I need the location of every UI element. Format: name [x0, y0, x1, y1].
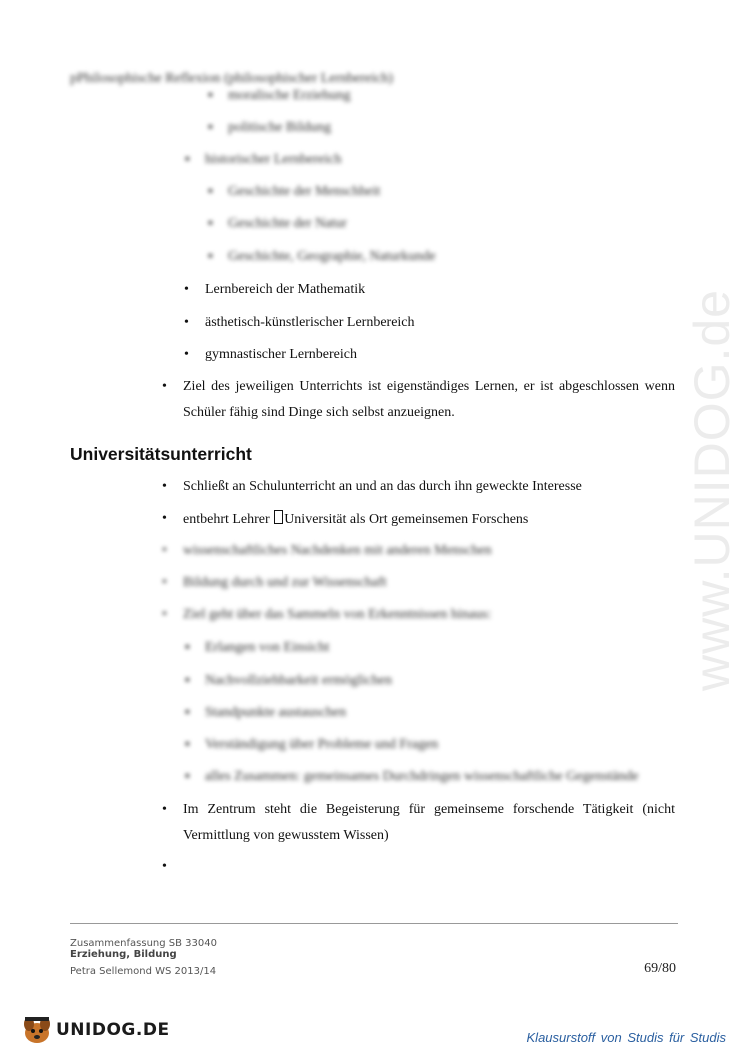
list-item: historischer Lernbereich: [205, 152, 342, 167]
list-item: Standpunkte austauschen: [205, 705, 347, 720]
list-item: Verständigung über Probleme und Fragen: [205, 737, 439, 752]
footer-divider: [70, 923, 678, 924]
center-paragraph: Im Zentrum steht die Begeisterung für gemeinseme forschende Tätigkeit (nicht Vermittlung von gewusstem Wissen): [183, 802, 675, 843]
watermark: www.UNIDOG.de: [684, 289, 740, 691]
list-item-text: Universität als Ort gemeinsemen Forschens: [284, 512, 529, 527]
bullet: •: [184, 347, 189, 362]
bullet: •: [162, 379, 167, 394]
list-item: Schließt an Schulunterricht an und an das durch ihn geweckte Interesse: [183, 479, 582, 494]
bullet: •: [184, 315, 189, 330]
unidog-logo: [20, 1010, 170, 1050]
missing-glyph-icon: [274, 510, 283, 524]
footer-topic: Erziehung, Bildung: [70, 949, 177, 960]
list-item: Lernbereich der Mathematik: [205, 282, 366, 297]
bullet: •: [162, 802, 167, 817]
list-item: Ziel geht über das Sammeln von Erkenntnissen hinaus:: [183, 607, 492, 622]
bullet: ▪: [185, 673, 190, 688]
bullet: ▪: [208, 120, 213, 135]
tagline: Klausurstoff von Studis für Studis: [526, 1030, 726, 1045]
bullet: ▪: [208, 216, 213, 231]
bullet: ▪: [208, 88, 213, 103]
bullet: •: [184, 282, 189, 297]
list-item: Geschichte der Menschheit: [228, 184, 381, 199]
bullet: •: [162, 859, 167, 874]
footer-author: Petra Sellemond WS 2013/14: [70, 966, 217, 977]
bullet: •: [162, 607, 167, 622]
footer-course: Zusammenfassung SB 33040: [70, 938, 217, 949]
intro-line: pPhilosophische Reflexion (philosophischer Lernbereich): [70, 71, 394, 86]
list-item: ästhetisch-künstlerischer Lernbereich: [205, 315, 415, 330]
list-item: moralische Erziehung: [228, 88, 351, 103]
list-item: politische Bildung: [228, 120, 332, 135]
bullet: •: [162, 543, 167, 558]
bullet: ▪: [185, 769, 190, 784]
dog-icon: [20, 1013, 54, 1047]
bullet: •: [162, 479, 167, 494]
list-item: wissenschaftliches Nachdenken mit anderen Menschen: [183, 543, 492, 558]
bullet: •: [162, 575, 167, 590]
list-item: Geschichte der Natur: [228, 216, 347, 231]
list-item: Nachvollziehbarkeit ermöglichen: [205, 673, 392, 688]
logo-text: UNIDOG.DE: [56, 1020, 170, 1040]
bullet: ▪: [185, 737, 190, 752]
list-item-text: entbehrt Lehrer: [183, 512, 270, 527]
bullet: ▪: [185, 705, 190, 720]
list-item: [183, 510, 528, 529]
goal-paragraph: Ziel des jeweiligen Unterrichts ist eigenständiges Lernen, er ist abgeschlossen wenn Schüler fähig sind Dinge sich selbst anzueignen.: [183, 379, 675, 420]
list-item: Bildung durch und zur Wissenschaft: [183, 575, 387, 590]
bullet: ▪: [185, 152, 190, 167]
list-item: alles Zusammen: gemeinsames Durchdringen wissenschaftliche Gegenstände: [205, 769, 639, 784]
page-number: 69/80: [644, 961, 676, 976]
bullet: ▪: [208, 184, 213, 199]
list-item: Geschichte, Geographie, Naturkunde: [228, 249, 436, 264]
list-item: Erlangen von Einsicht: [205, 640, 330, 655]
list-item: gymnastischer Lernbereich: [205, 347, 357, 362]
bullet: ▪: [185, 640, 190, 655]
bullet: ▪: [208, 249, 213, 264]
section-heading: Universitätsunterricht: [70, 444, 252, 464]
bullet: •: [162, 511, 167, 526]
